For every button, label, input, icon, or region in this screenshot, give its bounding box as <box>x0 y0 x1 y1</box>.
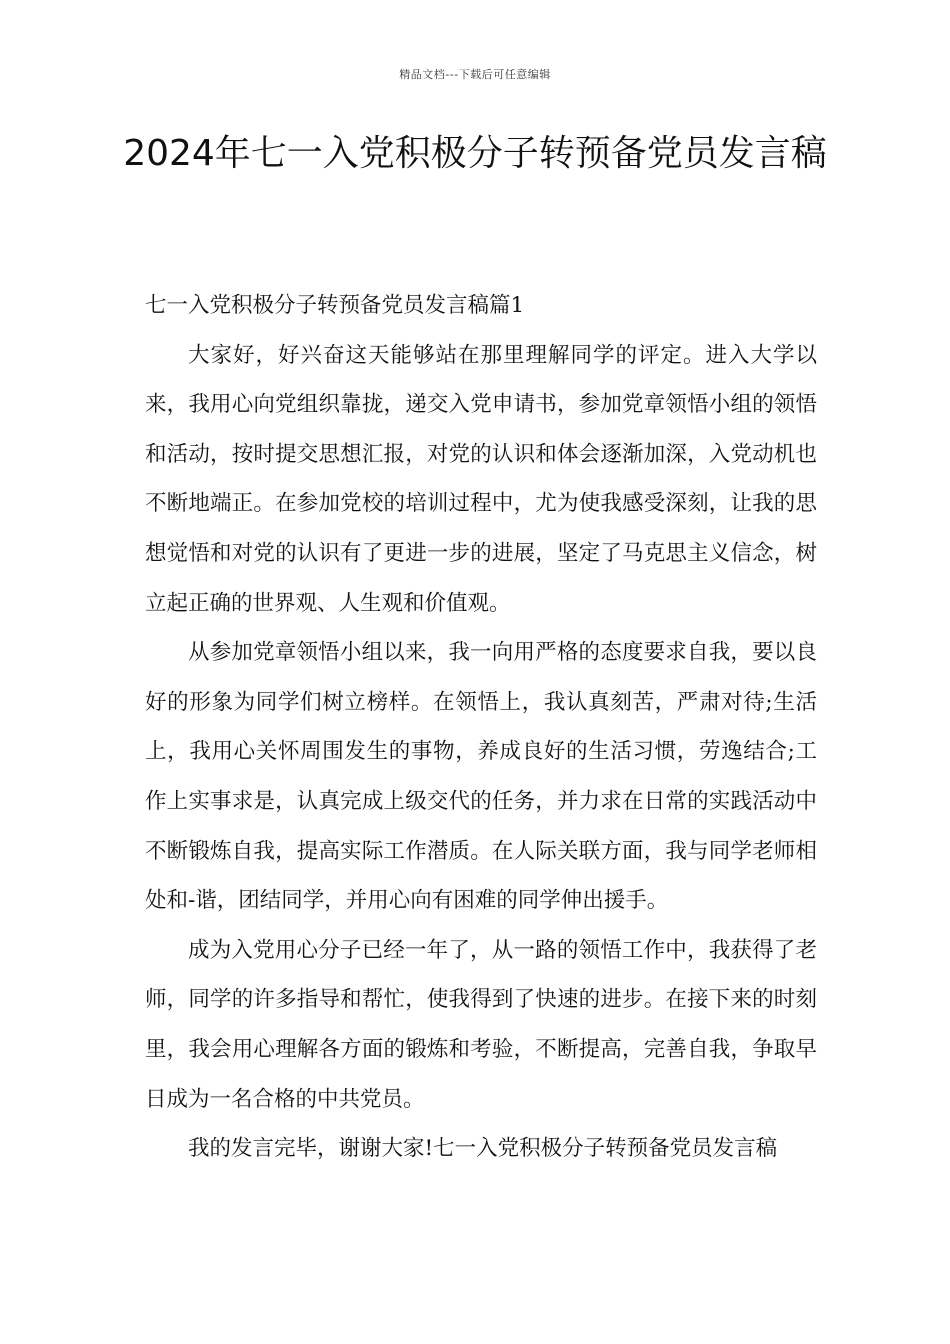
body-paragraph: 大家好，好兴奋这天能够站在那里理解同学的评定。进入大学以来，我用心向党组织靠拢，递交入党申请书，参加党章领悟小组的领悟和活动，按时提交思想汇报，对党的认识和体会逐渐加深，入党动机也不断地端正。在参加党校的培训过程中，尤为使我感受深刻，让我的思想觉悟和对党的认识有了更进一步的进展，坚定了马克思主义信念，树立起正确的世界观、人生观和价值观。 <box>145 342 817 616</box>
document-header-note: 精品文档---下载后可任意编辑 <box>399 68 551 81</box>
body-paragraph: 从参加党章领悟小组以来，我一向用严格的态度要求自我，要以良好的形象为同学们树立榜样。在领悟上，我认真刻苦，严肃对待;生活上，我用心关怀周围发生的事物，养成良好的生活习惯，劳逸结合;工作上实事求是，认真完成上级交代的任务，并力求在日常的实践活动中不断锻炼自我，提高实际工作潜质。在人际关联方面，我与同学老师相处和-谐，团结同学，并用心向有困难的同学伸出援手。 <box>145 640 817 914</box>
body-paragraph: 我的发言完毕，谢谢大家!七一入党积极分子转预备党员发言稿 <box>188 1136 778 1162</box>
section-heading: 七一入党积极分子转预备党员发言稿篇1 <box>145 293 525 318</box>
document-body <box>145 281 817 1174</box>
body-paragraph: 成为入党用心分子已经一年了，从一路的领悟工作中，我获得了老师，同学的许多指导和帮忙，使我得到了快速的进步。在接下来的时刻里，我会用心理解各方面的锻炼和考验，不断提高，完善自我，争取早日成为一名合格的中共党员。 <box>145 937 817 1112</box>
document-title: 2024年七一入党积极分子转预备党员发言稿 <box>123 133 827 174</box>
